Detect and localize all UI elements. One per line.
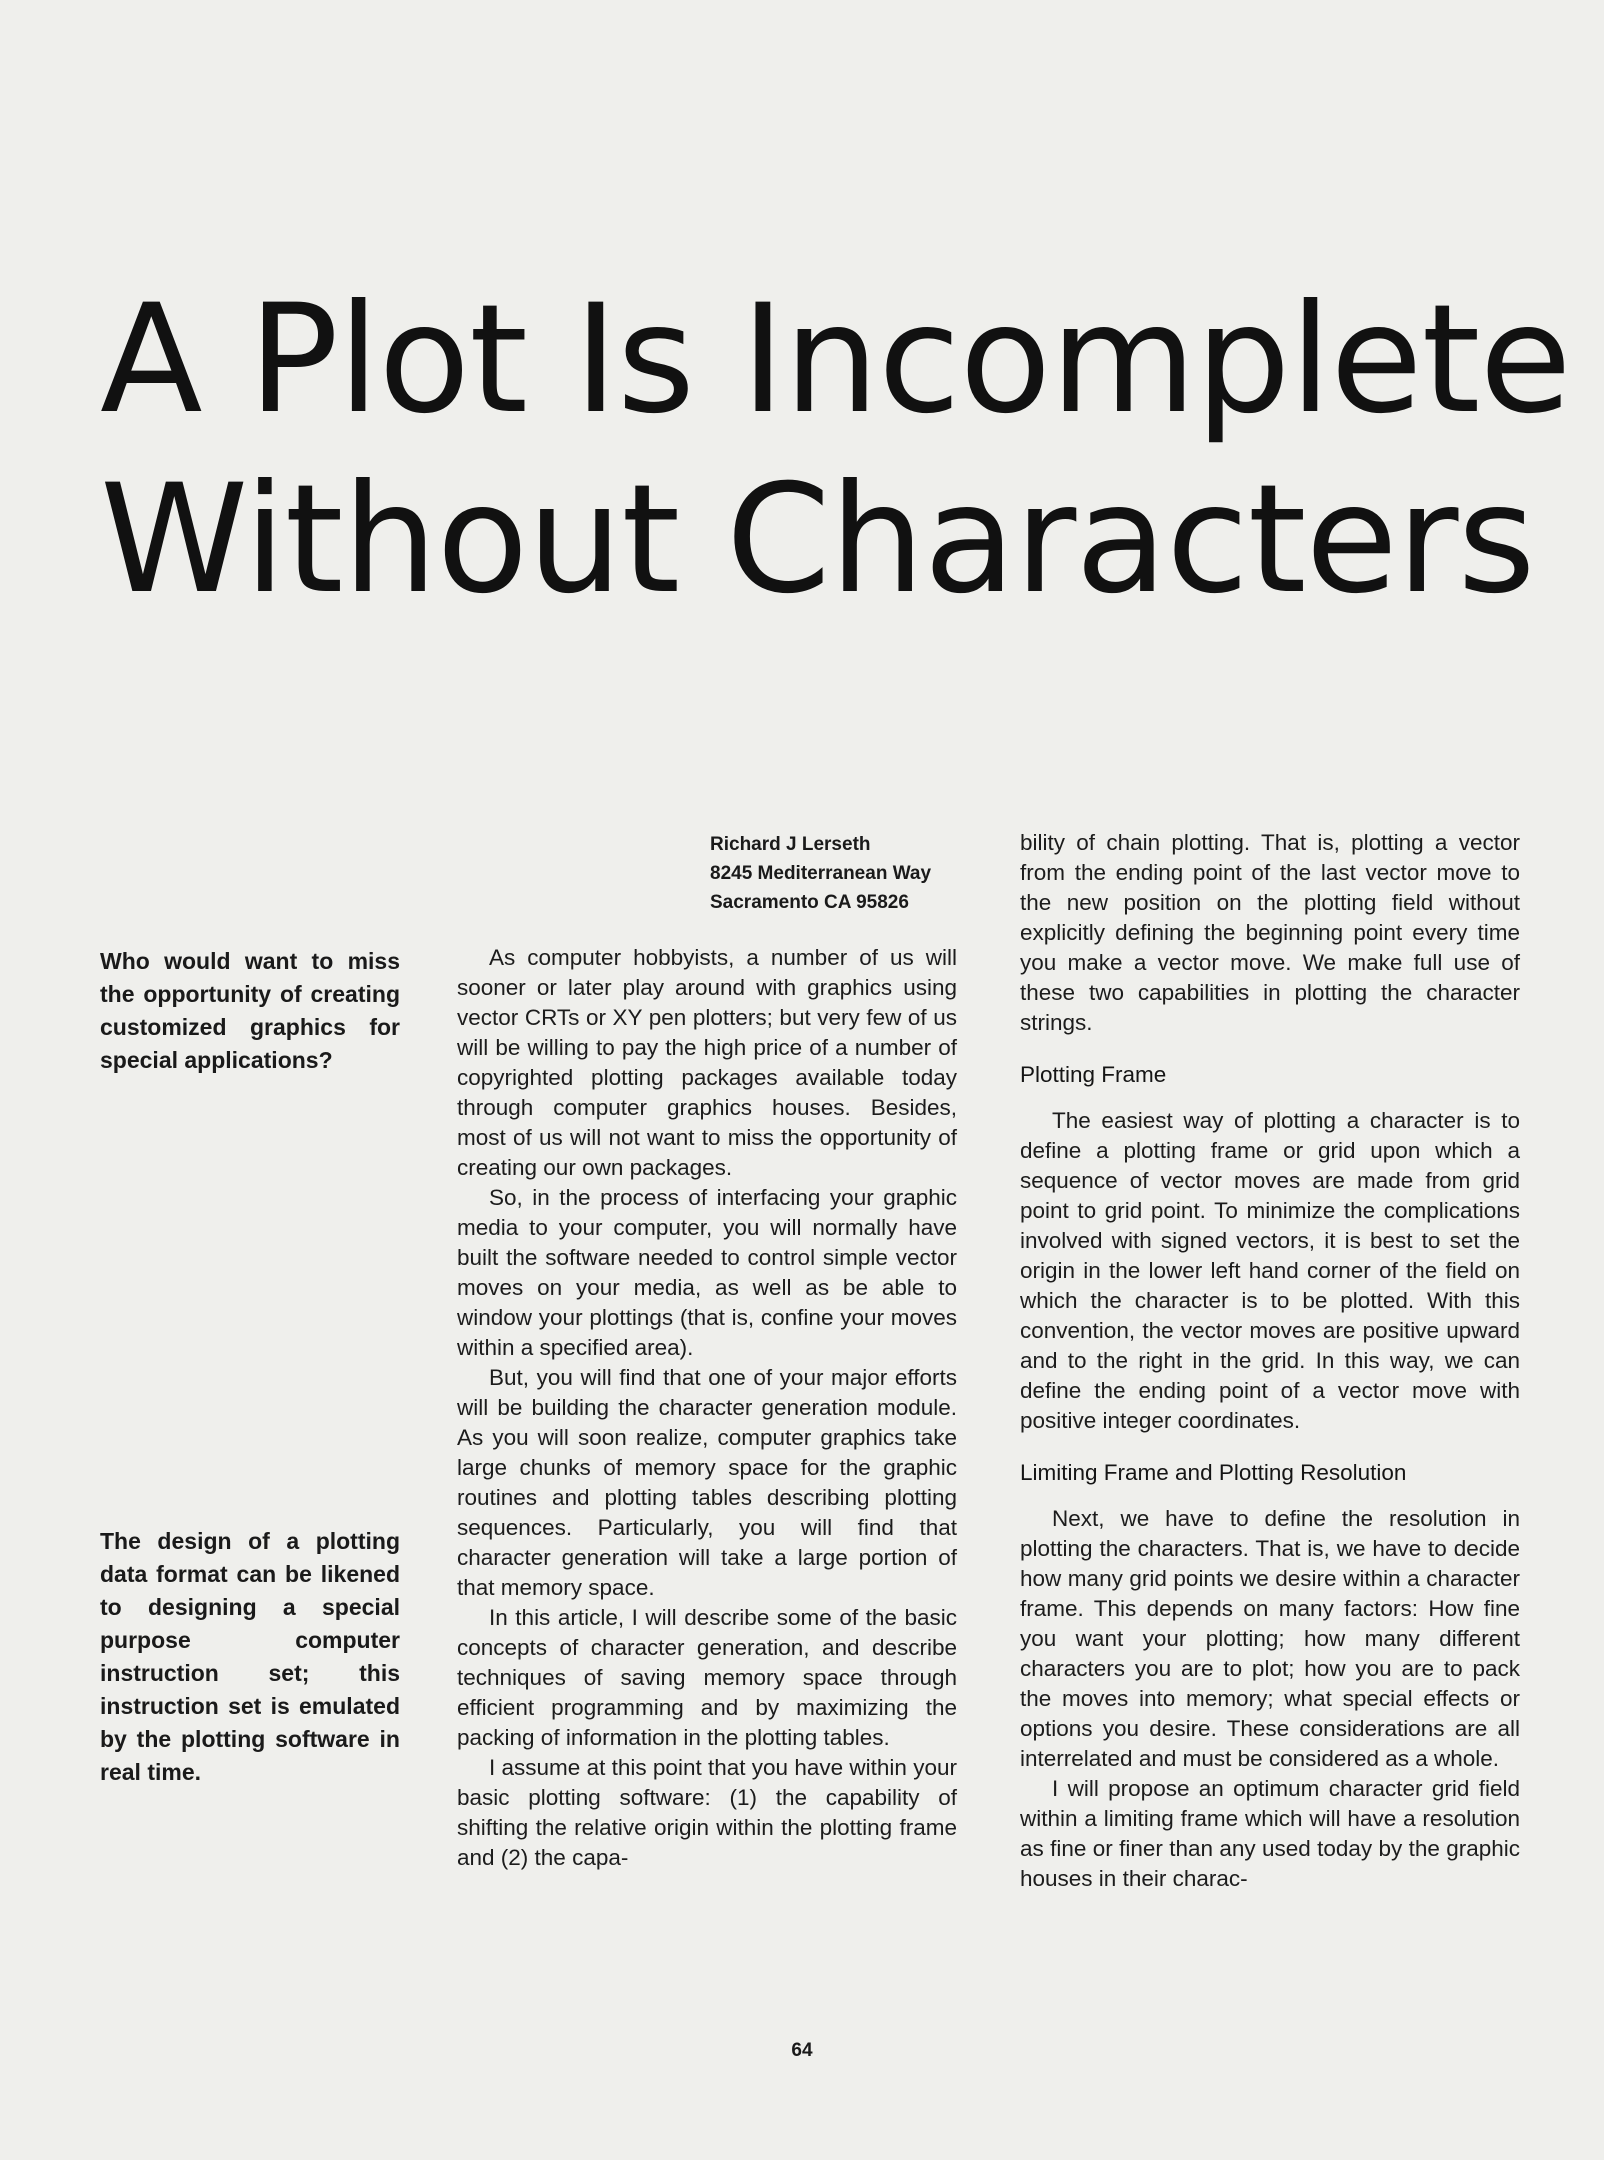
- body-paragraph: The easiest way of plotting a character is to define a plotting frame or grid upon which a sequence of vector moves are made from grid point to grid point. To minimize the complications involved with signed vectors, it is best to set the origin in the lower left hand corner of the field on which the character is to be plotted. With this convention, the vector moves are positive upward and to the right in the grid. In this way, we can define the ending point of a vector move with positive integer coordinates.: [1020, 1108, 1520, 1433]
- body-column-1: [457, 943, 957, 1873]
- author-street: 8245 Mediterranean Way: [710, 863, 932, 884]
- body-paragraph: I assume at this point that you have within your basic plotting software: (1) the capability of shifting the relative origin within the plotting frame and (2) the capa-: [457, 1755, 957, 1870]
- author-block: [710, 830, 931, 917]
- article-title-line-1: A Plot Is Incomplete: [100, 273, 1571, 447]
- body-paragraph: But, you will find that one of your major efforts will be building the character generation module. As you will soon realize, computer graphics take large chunks of memory space for the graphic routines and plotting tables describing plotting sequences. Particularly, you will find that character generation will take a large portion of that memory space.: [457, 1365, 957, 1600]
- section-heading-limiting-frame: Limiting Frame and Plotting Resolution: [1020, 1460, 1407, 1485]
- author-name: Richard J Lerseth: [710, 834, 871, 855]
- body-paragraph: As computer hobbyists, a number of us will sooner or later play around with graphics using vector CRTs or XY pen plotters; but very few of us will be willing to pay the high price of a number of copyrighted plotting packages available today through computer graphics houses. Besides, most of us will not want to miss the opportunity of creating our own packages.: [457, 945, 957, 1180]
- page-number: 64: [791, 2040, 813, 2061]
- author-city: Sacramento CA 95826: [710, 892, 909, 913]
- pull-quote-1: Who would want to miss the opportunity of creating customized graphics for special applications?: [100, 948, 400, 1073]
- body-paragraph: In this article, I will describe some of the basic concepts of character generation, and describe techniques of saving memory space through efficient programming and by maximizing the packing of information in the plotting tables.: [457, 1605, 957, 1750]
- section-heading-plotting-frame: Plotting Frame: [1020, 1062, 1167, 1087]
- article-title-line-2: Without Characters: [100, 453, 1535, 627]
- body-paragraph: Next, we have to define the resolution in plotting the characters. That is, we have to decide how many grid points we desire within a character frame. This depends on many factors: How fine you want your plotting; how many different characters you are to plot; how you are to pack the moves into memory; what special effects or options you desire. These considerations are all interrelated and must be considered as a whole.: [1020, 1506, 1520, 1771]
- body-paragraph: I will propose an optimum character grid field within a limiting frame which will have a resolution as fine or finer than any used today by the graphic houses in their charac-: [1020, 1776, 1520, 1891]
- article-title: [100, 270, 1571, 630]
- pull-quote-2: The design of a plotting data format can be likened to designing a special purpose computer instruction set; this instruction set is emulated by the plotting software in real time.: [100, 1528, 400, 1785]
- body-paragraph-continued: bility of chain plotting. That is, plotting a vector from the ending point of the last vector move to the new position on the plotting field without explicitly defining the beginning point every time you make a vector move. We make full use of these two capabilities in plotting the character strings.: [1020, 830, 1520, 1035]
- body-column-2: [1020, 828, 1520, 1894]
- body-paragraph: So, in the process of interfacing your graphic media to your computer, you will normally have built the software needed to control simple vector moves on your media, as well as be able to window your plottings (that is, confine your moves within a specified area).: [457, 1185, 957, 1360]
